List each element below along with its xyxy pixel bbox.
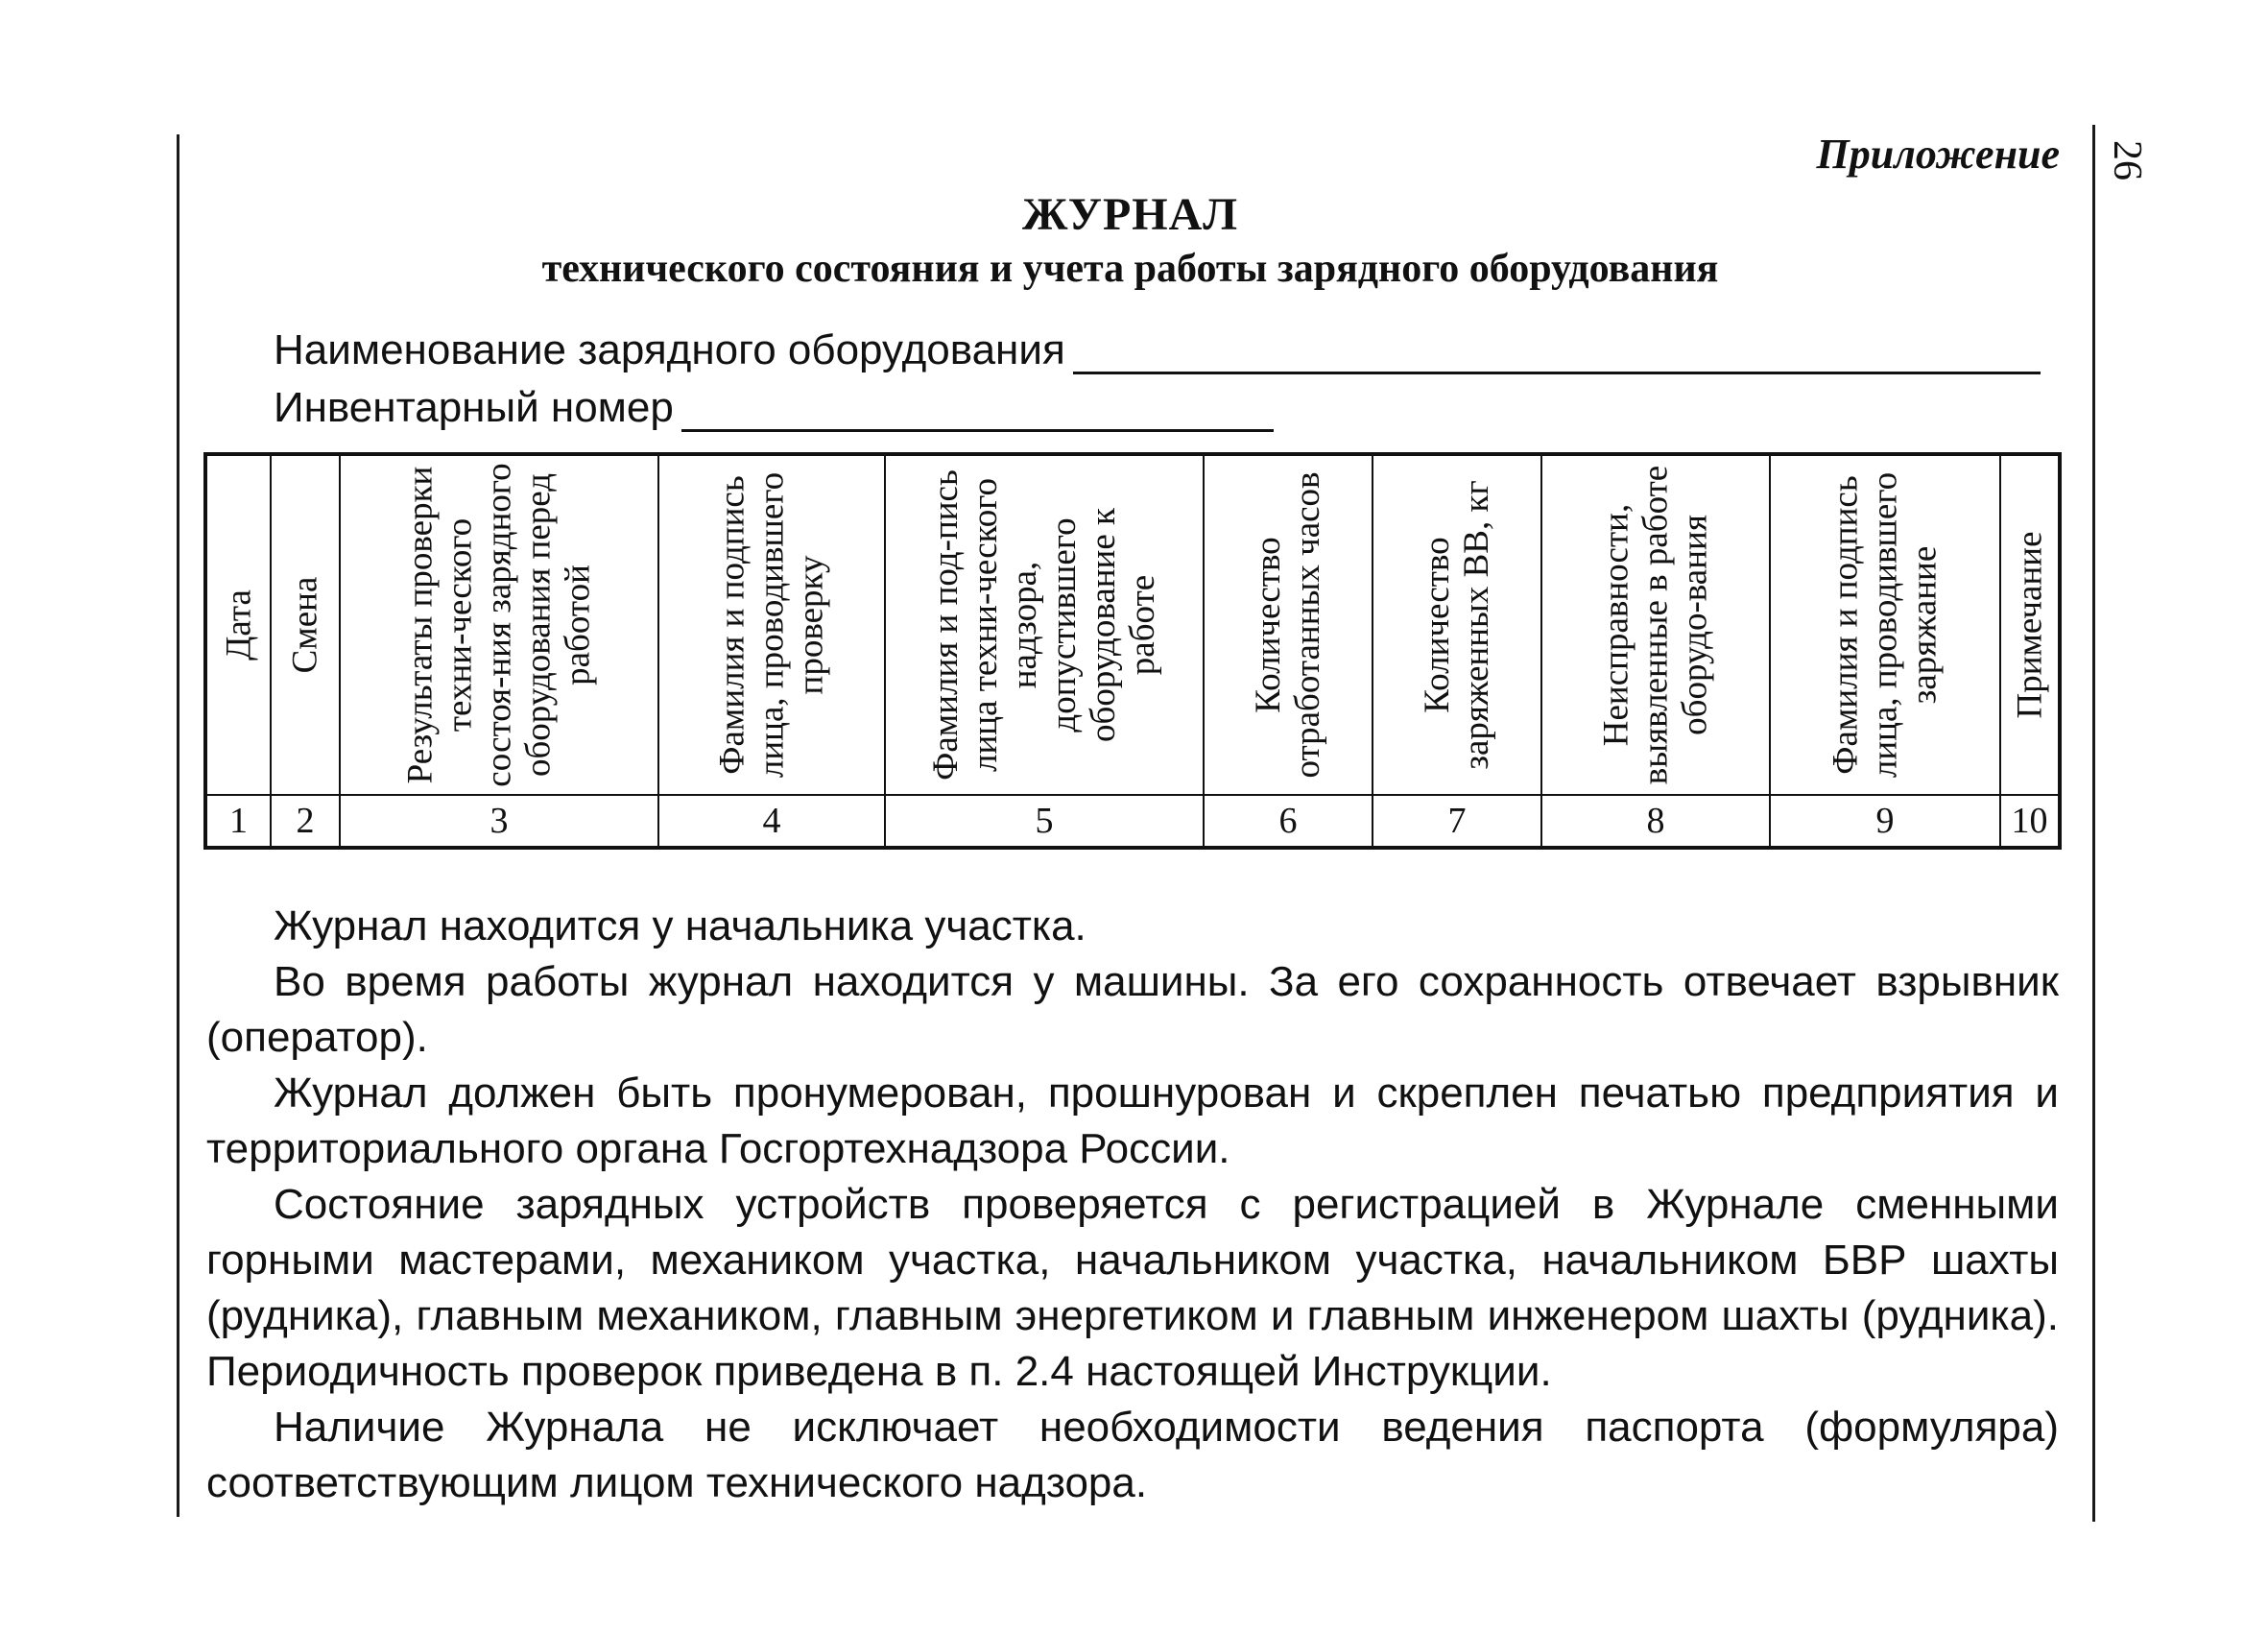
inventory-number-field [274,384,1274,432]
column-number: 6 [1204,795,1373,848]
appendix-label: Приложение [1816,131,2060,178]
column-number: 4 [658,795,885,848]
equipment-name-label: Наименование зарядного оборудования [274,326,1065,373]
paragraph-journal-sealing: Журнал должен быть пронумерован, прошнурован и скреплен печатью предприятия и территориального органа Госгортехнадзора России. [206,1069,2059,1172]
header-text: Смена [285,576,325,674]
column-number: 2 [271,795,340,848]
header-text: Дата [219,589,258,661]
table-number-row [205,795,2060,848]
journal-table [203,452,2062,850]
header-text: Количество отработанных часов [1249,471,1327,779]
header-text: Фамилия и подпись лица, проводившего проверку [712,471,831,779]
column-number: 3 [340,795,658,848]
inventory-number-blank [681,395,1274,432]
header-text: Фамилия и под-пись лица техни-ческого надзора, допустившего оборудование к работе [926,469,1162,781]
header-text: Количество заряженных ВВ, кг [1418,480,1496,770]
column-number: 7 [1373,795,1541,848]
header-text: Примечание [2010,531,2049,719]
header-cell [1204,454,1373,795]
equipment-name-field [274,326,2041,374]
journal-subtitle: технического состояния и учета работы зарядного оборудования [541,247,1719,291]
paragraph-journal-location: Журнал находится у начальника участка. [274,902,1086,949]
header-cell [340,454,658,795]
header-text: Фамилия и подпись лица, проводившего заряжание [1826,471,1945,779]
header-cell [1373,454,1541,795]
header-cell [1541,454,1770,795]
column-number: 9 [1770,795,2000,848]
column-number: 8 [1541,795,1770,848]
right-margin-rule [2092,125,2095,1522]
page-number: 26 [2105,140,2149,180]
header-text: Результаты проверки техни-ческого состоя-ния зарядного оборудования перед работой [400,463,598,787]
header-cell [205,454,271,795]
equipment-name-blank [1073,337,2041,374]
header-cell [271,454,340,795]
left-margin-rule [177,134,179,1517]
header-cell [2000,454,2060,795]
header-cell [658,454,885,795]
header-cell [885,454,1204,795]
journal-title: ЖУРНАЛ [1021,189,1239,240]
column-number: 5 [885,795,1204,848]
paragraph-journal-custody: Во время работы журнал находится у машины. За его сохранность отвечает взрывник (оператор). [206,958,2059,1061]
column-number: 1 [205,795,271,848]
header-cell [1770,454,2000,795]
inventory-number-label: Инвентарный номер [274,384,674,431]
paragraph-passport-requirement: Наличие Журнала не исключает необходимости ведения паспорта (формуляра) соответствующим лицом технического надзора. [206,1404,2059,1506]
column-number: 10 [2000,795,2060,848]
paragraph-inspection-procedure: Состояние зарядных устройств проверяется с регистрацией в Журнале сменными горными мастерами, механиком участка, начальником участка, начальником БВР шахты (рудника), главным механиком, главным энергетиком и главным инженером шахты (рудника). Периодичность проверок приведена в п. 2.4 настоящей Инструкции. [206,1181,2059,1395]
header-text: Неисправности, выявленные в работе оборудо-вания [1596,465,1715,785]
table-header-row [205,454,2060,795]
